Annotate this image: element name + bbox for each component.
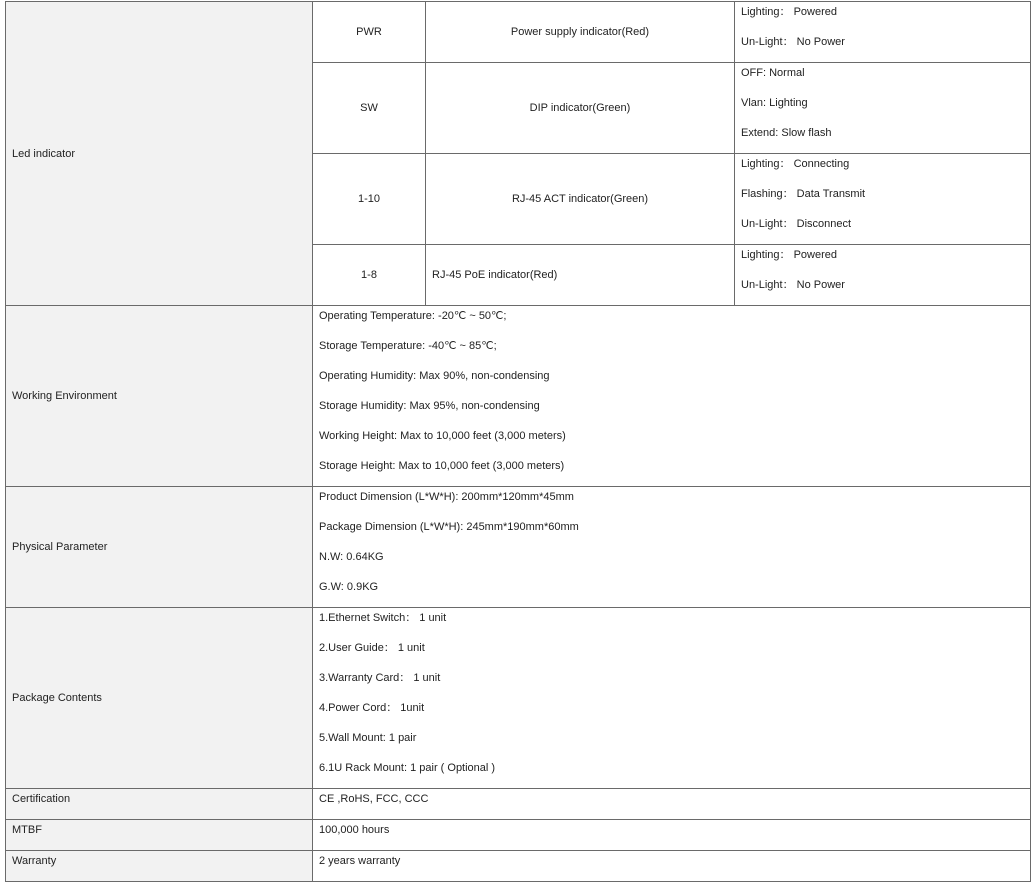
led-state: Un-Light： No Power — [741, 36, 845, 48]
environment-label: Working Environment — [6, 306, 313, 487]
mtbf-value: 100,000 hours — [319, 824, 390, 836]
certification-row — [6, 789, 1031, 820]
package-line: 1.Ethernet Switch： 1 unit — [319, 612, 447, 624]
package-line: 5.Wall Mount: 1 pair — [319, 732, 417, 744]
mtbf-row — [6, 820, 1031, 851]
led-code: 1-8 — [313, 245, 426, 306]
physical-values — [313, 487, 1031, 608]
physical-label: Physical Parameter — [6, 487, 313, 608]
environment-values — [313, 306, 1031, 487]
environment-line: Working Height: Max to 10,000 feet (3,000 meters) — [319, 430, 566, 442]
led-states — [735, 245, 1031, 306]
led-state: Lighting： Powered — [741, 249, 838, 261]
package-line: 2.User Guide： 1 unit — [319, 642, 425, 654]
environment-line: Storage Humidity: Max 95%, non-condensing — [319, 400, 540, 412]
led-state: Lighting： Connecting — [741, 158, 850, 170]
led-states — [735, 2, 1031, 63]
mtbf-label-cell — [6, 820, 313, 851]
led-code: PWR — [313, 2, 426, 63]
physical-line: Product Dimension (L*W*H): 200mm*120mm*45mm — [319, 491, 574, 503]
package-row — [6, 608, 1031, 789]
physical-line: G.W: 0.9KG — [319, 581, 379, 593]
led-indicator-label: Led indicator — [6, 2, 313, 306]
certification-value-cell — [313, 789, 1031, 820]
led-state: Extend: Slow flash — [741, 127, 832, 139]
certification-label: Certification — [12, 793, 71, 805]
led-state: Un-Light： No Power — [741, 279, 845, 291]
warranty-value-cell — [313, 851, 1031, 882]
led-states — [735, 63, 1031, 154]
environment-line: Operating Humidity: Max 90%, non-condensing — [319, 370, 550, 382]
led-state: Lighting： Powered — [741, 6, 838, 18]
package-line: 6.1U Rack Mount: 1 pair ( Optional ) — [319, 762, 496, 774]
led-state: Vlan: Lighting — [741, 97, 808, 109]
warranty-row — [6, 851, 1031, 882]
led-description: DIP indicator(Green) — [426, 63, 735, 154]
environment-line: Operating Temperature: -20℃ ~ 50℃; — [319, 310, 507, 322]
led-state: Un-Light： Disconnect — [741, 218, 852, 230]
led-row-pwr — [6, 2, 1031, 63]
led-state: OFF: Normal — [741, 67, 805, 79]
physical-line: Package Dimension (L*W*H): 245mm*190mm*60mm — [319, 521, 579, 533]
environment-line: Storage Temperature: -40℃ ~ 85℃; — [319, 340, 497, 352]
led-description: RJ-45 ACT indicator(Green) — [426, 154, 735, 245]
environment-line: Storage Height: Max to 10,000 feet (3,000 meters) — [319, 460, 565, 472]
package-values — [313, 608, 1031, 789]
package-label: Package Contents — [6, 608, 313, 789]
warranty-label: Warranty — [12, 855, 57, 867]
package-line: 4.Power Cord： 1unit — [319, 702, 425, 714]
led-code: 1-10 — [313, 154, 426, 245]
led-code: SW — [313, 63, 426, 154]
environment-row — [6, 306, 1031, 487]
led-description: Power supply indicator(Red) — [426, 2, 735, 63]
led-state: Flashing： Data Transmit — [741, 188, 866, 200]
warranty-label-cell — [6, 851, 313, 882]
led-states — [735, 154, 1031, 245]
physical-row — [6, 487, 1031, 608]
certification-label-cell — [6, 789, 313, 820]
led-description: RJ-45 PoE indicator(Red) — [426, 245, 735, 306]
mtbf-label: MTBF — [12, 824, 42, 836]
certification-value: CE ,RoHS, FCC, CCC — [319, 793, 429, 805]
package-line: 3.Warranty Card： 1 unit — [319, 672, 441, 684]
mtbf-value-cell — [313, 820, 1031, 851]
warranty-value: 2 years warranty — [319, 855, 401, 867]
spec-table — [5, 1, 1031, 882]
physical-line: N.W: 0.64KG — [319, 551, 384, 563]
